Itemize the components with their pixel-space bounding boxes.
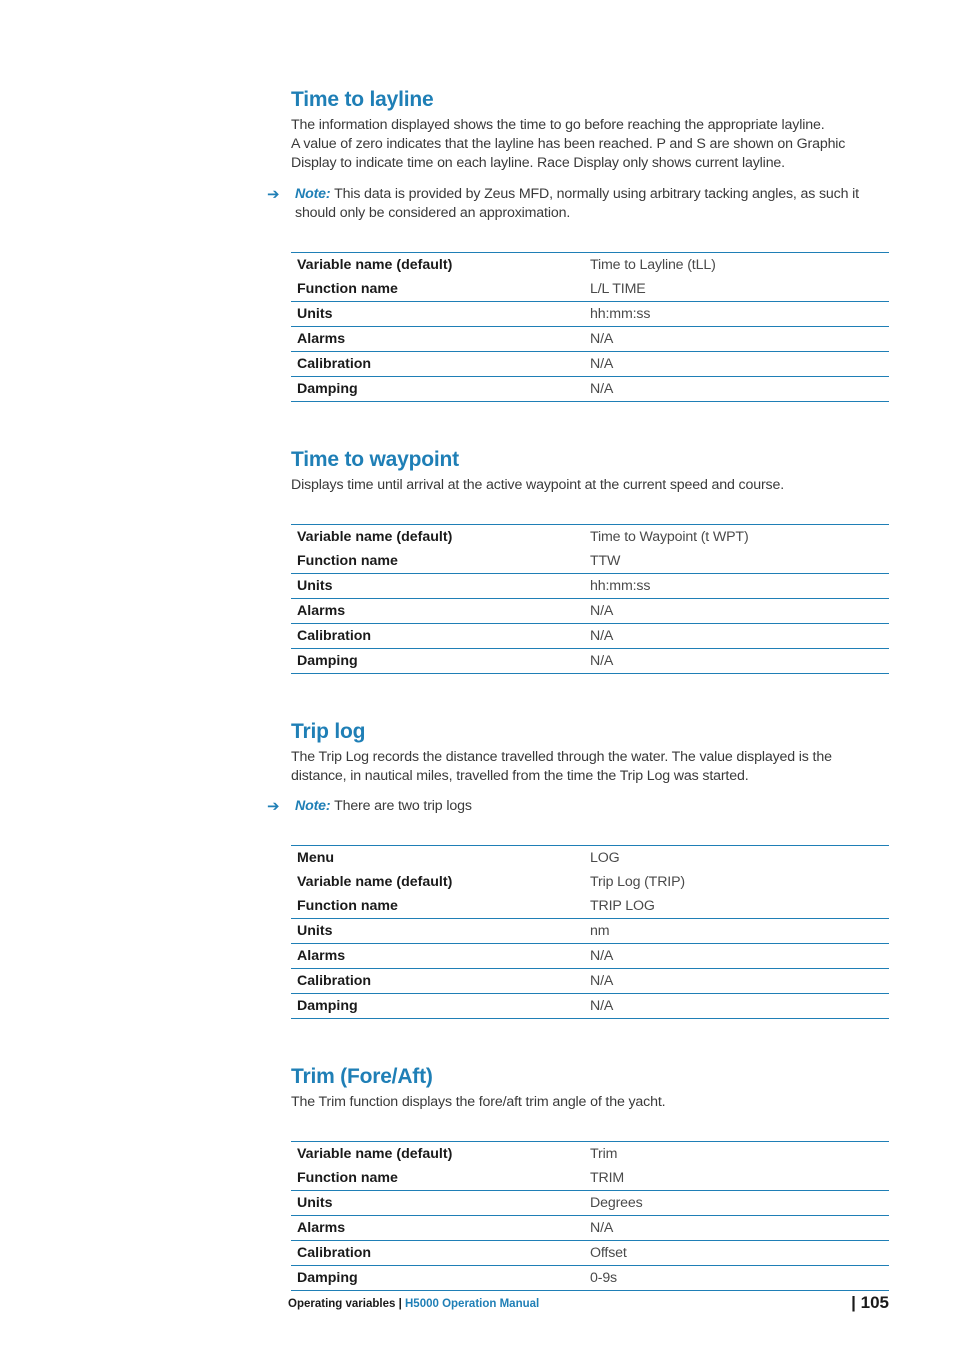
row-key: Units [297,1195,333,1211]
row-key: Variable name (default) [297,257,453,273]
paragraph-line: Display to indicate time on each layline. Race Display only shows current layline. [291,155,785,171]
paragraph [291,476,889,495]
paragraph-line: The Trim function displays the fore/aft trim angle of the yacht. [291,1094,666,1110]
note-text: should only be considered an approximation. [295,205,571,221]
table-row [291,525,889,549]
row-key: Calibration [297,973,372,989]
row-key: Function name [297,281,398,297]
table-row [291,302,889,327]
table-row [291,1142,889,1166]
paragraph-line: A value of zero indicates that the layline has been reached. P and S are shown on Graphic [291,136,846,152]
heading-trip-log: Trip log [291,720,366,743]
table-row [291,599,889,624]
row-value: N/A [590,1220,614,1236]
row-value: hh:mm:ss [590,306,651,322]
note-layline [267,185,881,223]
heading-trim: Trim (Fore/Aft) [291,1065,433,1088]
table-row [291,277,889,302]
table-row [291,1216,889,1241]
note-label: Note: [295,186,331,202]
paragraph-line: The Trip Log records the distance travelled through the water. The value displayed is the [291,749,832,765]
row-value: N/A [590,356,614,372]
section-trip-log [291,719,889,786]
table-row [291,377,889,402]
arrow-right-icon: ➔ [267,798,280,815]
row-key: Alarms [297,331,346,347]
row-key: Alarms [297,603,346,619]
row-value: 0-9s [590,1270,617,1286]
arrow-right-icon: ➔ [267,186,280,203]
row-key: Damping [297,381,358,397]
table-time-to-waypoint [291,524,889,674]
section-time-to-waypoint [291,447,889,495]
footer-section: Operating variables [288,1298,396,1310]
row-value: TRIM [590,1170,625,1186]
note-label: Note: [295,798,331,814]
heading-time-to-waypoint: Time to waypoint [291,448,459,471]
row-value: nm [590,923,610,939]
row-value: hh:mm:ss [590,578,651,594]
table-row [291,846,889,870]
row-key: Variable name (default) [297,529,453,545]
row-key: Menu [297,850,335,866]
table-row [291,969,889,994]
row-key: Units [297,306,333,322]
section-time-to-layline [291,87,889,173]
paragraph [291,748,889,786]
table-row [291,624,889,649]
table-time-to-layline [291,252,889,402]
table-row [291,574,889,599]
row-key: Calibration [297,1245,372,1261]
row-key: Function name [297,898,398,914]
page-number: | 105 [851,1293,889,1312]
table-row [291,327,889,352]
note-text: This data is provided by Zeus MFD, normally using arbitrary tacking angles, as such it [334,186,859,202]
row-value: TTW [590,553,621,569]
table-row [291,253,889,277]
table-row [291,870,889,894]
paragraph-line: distance, in nautical miles, travelled from the time the Trip Log was started. [291,768,749,784]
row-value: Degrees [590,1195,643,1211]
row-key: Calibration [297,628,372,644]
row-key: Variable name (default) [297,1146,453,1162]
section-trim [291,1064,889,1112]
row-key: Damping [297,1270,358,1286]
row-key: Function name [297,1170,398,1186]
row-value: LOG [590,850,620,866]
row-key: Function name [297,553,398,569]
paragraph-line: The information displayed shows the time to go before reaching the appropriate layline. [291,117,825,133]
row-key: Calibration [297,356,372,372]
row-key: Units [297,923,333,939]
table-row [291,1266,889,1291]
row-value: Trip Log (TRIP) [590,874,685,890]
row-value: Offset [590,1245,627,1261]
table-row [291,1191,889,1216]
row-key: Damping [297,998,358,1014]
row-value: N/A [590,973,614,989]
paragraph-line: Displays time until arrival at the active waypoint at the current speed and course. [291,477,785,493]
table-row [291,894,889,919]
row-value: N/A [590,998,614,1014]
row-value: TRIP LOG [590,898,655,914]
footer-label [288,1298,539,1310]
table-row [291,944,889,969]
table-row [291,352,889,377]
table-row [291,649,889,674]
footer-manual-title: H5000 Operation Manual [405,1298,540,1310]
table-row [291,1241,889,1266]
row-value: N/A [590,381,614,397]
row-value: N/A [590,628,614,644]
row-value: N/A [590,653,614,669]
table-row [291,994,889,1019]
table-trim [291,1141,889,1291]
table-trip-log [291,845,889,1019]
row-value: Time to Layline (tLL) [590,257,716,273]
table-row [291,919,889,944]
footer-separator: | [398,1298,402,1310]
row-value: N/A [590,948,614,964]
row-value: Time to Waypoint (t WPT) [590,529,749,545]
row-value: N/A [590,331,614,347]
paragraph [291,1093,889,1112]
row-key: Units [297,578,333,594]
row-value: L/L TIME [590,281,646,297]
paragraph [291,116,889,173]
row-key: Alarms [297,1220,346,1236]
note-text: There are two trip logs [334,798,472,814]
row-key: Damping [297,653,358,669]
row-value: N/A [590,603,614,619]
heading-time-to-layline: Time to layline [291,88,434,111]
row-key: Variable name (default) [297,874,453,890]
page-footer [288,1293,889,1316]
row-key: Alarms [297,948,346,964]
table-row [291,1166,889,1191]
table-row [291,549,889,574]
row-value: Trim [590,1146,618,1162]
note-trip-log [267,797,881,816]
